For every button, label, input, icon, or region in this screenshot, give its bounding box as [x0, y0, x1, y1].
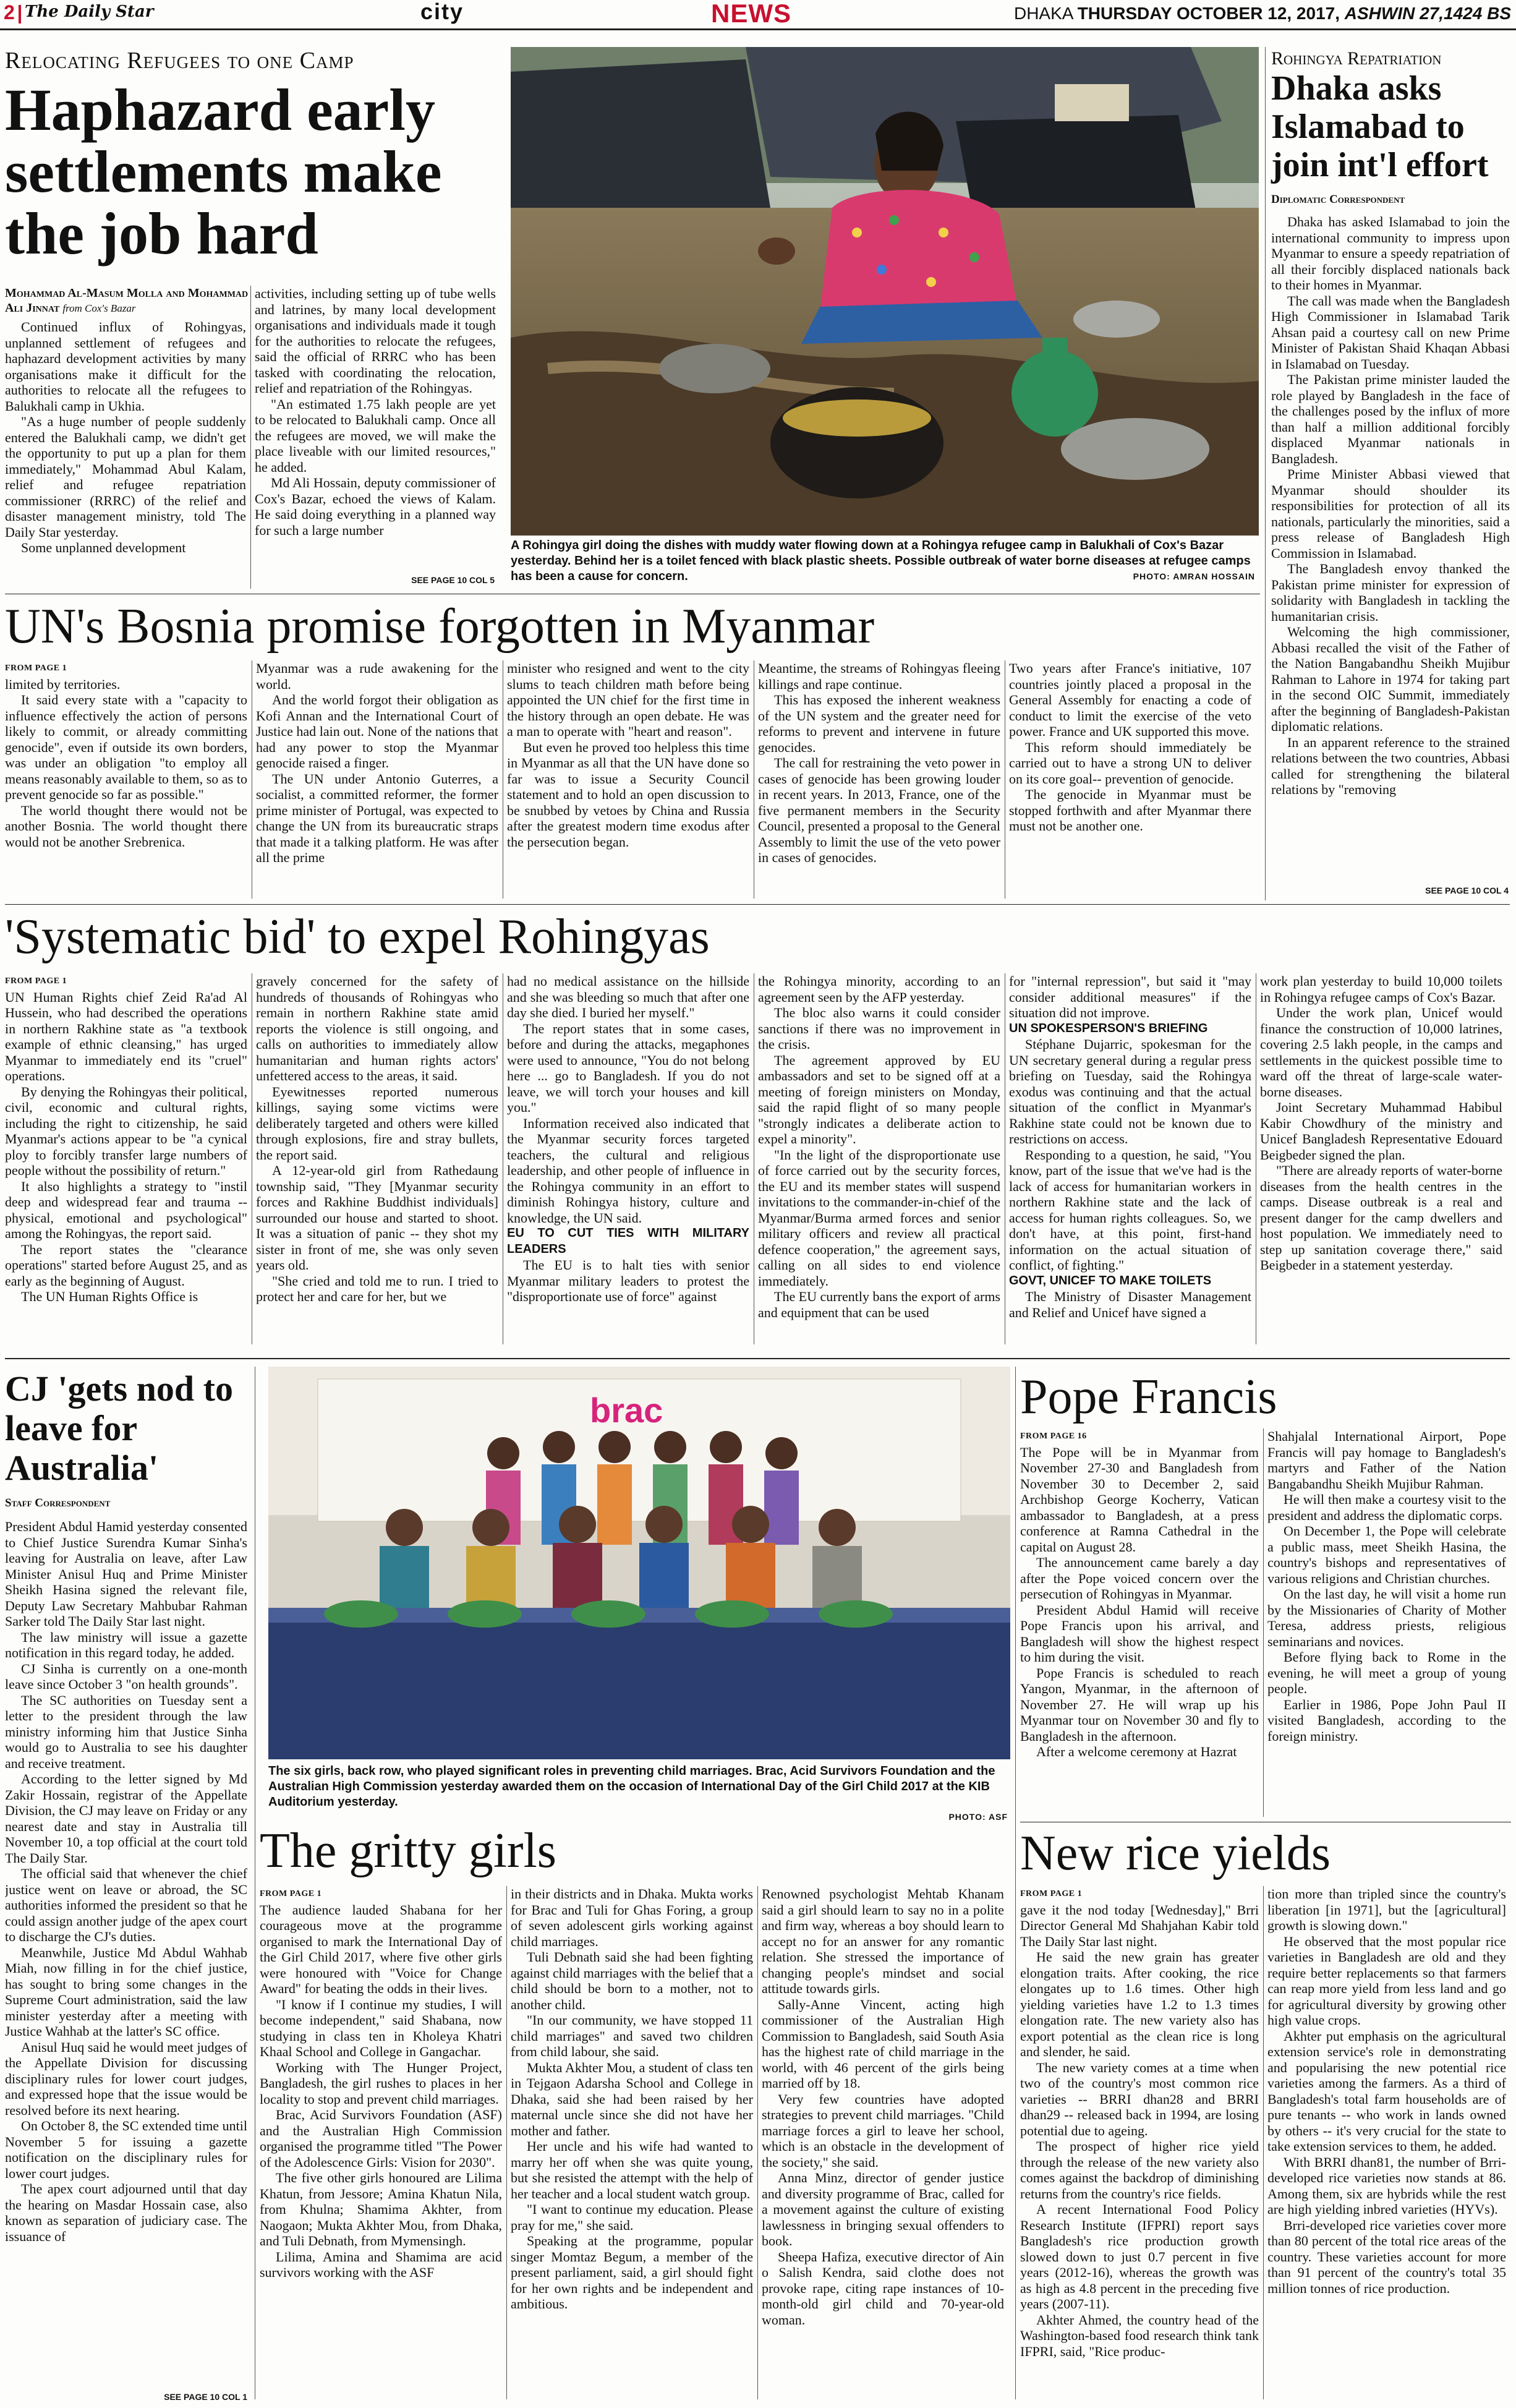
story5-see-page: SEE PAGE 10 COL 1	[164, 2392, 247, 2402]
paragraph: A recent International Food Policy Research Institute (IFPRI) report says Bangladesh's rice production growth slowed down to just 0.7 percent in five years (2012-16), whereas the growth was as high as 4.8 percent in the preceding five years (2007-11).	[1020, 2201, 1259, 2312]
subhead: UN SPOKESPERSON'S BRIEFING	[1009, 1021, 1208, 1035]
column-rule	[1015, 1367, 1016, 2399]
paragraph: Lilima, Amina and Shamima are acid survivors working with the ASF	[260, 2248, 502, 2280]
paragraph: And the world forgot their obligation as Kofi Annan and the International Court of Justice had lain out. None of the nations that had any power to stop the Myanmar genocide raised a finger.	[256, 692, 498, 771]
from-page-label: FROM PAGE 16	[1020, 1432, 1087, 1441]
story3-column	[1009, 660, 1251, 899]
girl-child-award-photo	[268, 1367, 1010, 1759]
paper-name: The Daily Star	[25, 2, 154, 21]
column-rule	[250, 286, 251, 589]
paragraph: "I know if I continue my studies, I will become independent," said Shabana, now studying in class ten in Kholeya Khatri Khaal School and College in Gangachar.	[260, 1996, 502, 2059]
story6-column	[511, 1886, 753, 2399]
paragraph: Brri-developed rice varieties cover more than 80 percent of the total rice areas of the country. These varieties account for more than 91 percent of the country's total 35 million tonnes of rice production.	[1267, 2217, 1506, 2296]
subhead: GOVT, UNICEF TO MAKE TOILETS	[1009, 1273, 1212, 1287]
paragraph: "An estimated 1.75 lakh people are yet to be relocated to Balukhali camp. Once all the refugees are moved, we will make the place liveable with our limited resources," he added.	[255, 396, 496, 475]
paragraph: The Pope will be in Myanmar from November 27-30 and Bangladesh from November 30 to December 2, said Archbishop George Kocherry, Vatican ambassador to Bangladesh, at a press conference at Ramna Cathedral in the capital on August 28.	[1020, 1444, 1259, 1555]
story3-column	[5, 660, 247, 899]
dateline-date: THURSDAY OCTOBER 12, 2017,	[1077, 4, 1340, 23]
paragraph: He observed that the most popular rice varieties in Bangladesh are old and they require better replacements so that farmers can reap more yield from less land and go for agricultural diversity by growing other high value crops.	[1267, 1933, 1506, 2028]
paragraph: CJ Sinha is currently on a one-month leave since October 3 "on health grounds".	[5, 1660, 247, 1692]
subhead: EU TO CUT TIES WITH MILITARY LEADERS	[507, 1226, 749, 1256]
paragraph: President Abdul Hamid yesterday consented to Chief Justice Surendra Kumar Sinha's leaving for Australia on leave, after Law Minister Anisul Huq and Prime Minister Sheikh Hasina signed the relevant file, Deputy Law Secretary Mahbubar Rahman Sarker told The Daily Star last night.	[5, 1519, 247, 1629]
paragraph: The audience lauded Shabana for her courageous move at the programme organised to mark the International Day of the Girl Child 2017, where five other girls were honoured with "Voice for Change Award" for beating the odds in their lives.	[260, 1902, 502, 1996]
paragraph: The report states the "clearance operations" started before August 25, and as early as the beginning of August.	[5, 1241, 247, 1289]
paragraph: The UN under Antonio Guterres, a socialist, a committed reformer, the former prime minister of Portugal, was expected to change the UN from its bureaucratic straps that made it a talking platform. He was after all the prime	[256, 771, 498, 865]
paragraph: work plan yesterday to build 10,000 toilets in Rohingya refugee camps of Cox's Bazar.	[1260, 973, 1502, 1005]
paragraph: UN Human Rights chief Zeid Ra'ad Al Hussein, who had described the operations in northern Rakhine state as "a textbook example of ethnic cleansing," has urged Myanmar to immediately end its "cruel" operations.	[5, 989, 247, 1083]
paragraph: The EU currently bans the export of arms and equipment that can be used	[758, 1289, 1000, 1320]
paragraph: Very few countries have adopted strategies to prevent child marriages. "Child marriage forces a girl to leave her school, which is an obstacle in the development of the society," she said.	[762, 2091, 1004, 2170]
story3-column	[256, 660, 498, 899]
paragraph: According to the letter signed by Md Zakir Hossain, registrar of the Appellate Division, the CJ may leave on Friday or any nearest date and stay in Australia till November 10, a top official at the court told The Daily Star.	[5, 1771, 247, 1866]
paragraph: "In the light of the disproportionate use of force carried out by the security forces, the EU and its member states will suspend invitations to the commander-in-chief of the Myanmar/Burma armed forces and senior military officers and review all practical defence cooperation," the agreement says, calling on all sides to end violence immediately.	[758, 1146, 1000, 1289]
paragraph: Myanmar was a rude awakening for the world.	[256, 660, 498, 692]
paragraph: The agreement approved by EU ambassadors and set to be signed off at a meeting of foreign ministers on Monday, said the rapid flight of so many people "strongly indicates a deliberate action to expel a minority".	[758, 1052, 1000, 1146]
paragraph: The genocide in Myanmar must be stopped forthwith and after Myanmar there must not be another one.	[1009, 787, 1251, 834]
paragraph: He will then make a courtesy visit to the president and address the diplomatic corps.	[1267, 1492, 1506, 1523]
paragraph: Under the work plan, Unicef would finance the construction of 10,000 latrines, covering 2.5 lakh people, in the camps and settlements in the quickest possible time to ward off the threat of large-scale water-borne diseases.	[1260, 1005, 1502, 1099]
story1-see-page: SEE PAGE 10 COL 5	[411, 575, 495, 585]
story4-column	[507, 973, 749, 1344]
paragraph: Sally-Anne Vincent, acting high commissioner of the Australian High Commission to Bangladesh, said South Asia has the highest rate of child marriage in the world, with 46 percent of the girls being married off by 18.	[762, 1996, 1004, 2091]
photo1-credit: PHOTO: AMRAN HOSSAIN	[1133, 571, 1255, 581]
paragraph: The bloc also warns it could consider sanctions if there was no improvement in the crisis.	[758, 1005, 1000, 1052]
paragraph: Before flying back to Rome in the evening, he will meet a group of young people.	[1267, 1649, 1506, 1696]
paragraph: He said the new grain has greater elongation traits. After cooking, the rice elongates up to 1.6 times. Other high yielding varieties have 1.2 to 1.3 times elongation rate. The new variety also has export potential as the clean rice is long and slender, he said.	[1020, 1949, 1259, 2059]
dateline-bangla: ASHWIN 27,1424 BS	[1344, 4, 1511, 23]
paragraph: Tuli Debnath said she had been fighting against child marriages with the belief that a child should be born to a mother, not to another child.	[511, 1949, 753, 2012]
paragraph: By denying the Rohingyas their political, civil, economic and cultural rights, including the right to citizenship, he said Myanmar's actions appear to be "a cynical ploy to forcibly transfer large numbers of people without the possibility of return."	[5, 1083, 247, 1178]
paragraph: Akhter put emphasis on the agricultural extension service's role in demonstrating and popularising the new potential rice varieties among the farmers. As a third of Bangladesh's total farm households are of pure tenants -- who work in lands owned by others -- it's very crucial for the state to take extension services to them, he added.	[1267, 2028, 1506, 2154]
paragraph: The call for restraining the veto power in cases of genocide has been growing louder in recent years. In 2013, France, one of the five permanent members in the Security Council, presented a proposal to the General Assembly to limit the use of the veto power in cases of genocides.	[758, 755, 1000, 865]
paragraph: Two years after France's initiative, 107 countries jointly placed a proposal in the General Assembly for enacting a code of conduct to limit the exercise of the veto power. France and UK supported this move.	[1009, 660, 1251, 739]
story1-headline: Haphazard early settlements make the job hard	[5, 77, 442, 267]
section-news: NEWS	[711, 0, 791, 28]
paragraph: Meanwhile, Justice Md Abdul Wahhab Miah, now filling in for the chief justice, has sought to bring some changes in the Supreme Court administration, said the law minister yesterday after a meeting with Justice Wahhab at the latter's SC office.	[5, 1944, 247, 2039]
paragraph: Joint Secretary Muhammad Habibul Kabir Chowdhury of the ministry and Unicef Bangladesh Representative Edouard Beigbeder signed the plan.	[1260, 1099, 1502, 1163]
paragraph: It also highlights a strategy to "instil deep and widespread fear and trauma -- physical, emotional and psychological" among the Rohingyas, the report said.	[5, 1178, 247, 1241]
paragraph: Mukta Akhter Mou, a student of class ten in Tejgaon Adarsha School and College in Dhaka, said she had been raised by her maternal uncle since she did not have her mother and father.	[511, 2059, 753, 2138]
story7-column	[1267, 1428, 1506, 1817]
paragraph: tion more than tripled since the country's liberation [in 1971], but the [agricultural] growth is slowing down."	[1267, 1886, 1506, 1933]
photo2-caption	[268, 1764, 1010, 1810]
paragraph: Anna Minz, director of gender justice and diversity programme of Brac, called for a movement against the culture of existing lawlessness in bringing sexual offenders to book.	[762, 2170, 1004, 2248]
column-rule	[506, 1886, 507, 2399]
banner-brac-text: brac	[590, 1391, 663, 1430]
paragraph: Anisul Huq said he would meet judges of the Appellate Division for discussing disciplinary rules for lower court judges, and expressed hope that the issue would be resolved before its next hearing.	[5, 2039, 247, 2118]
masthead-divider-red	[19, 5, 21, 23]
paragraph: Working with The Hunger Project, Bangladesh, the girl rushes to places in her locality to stop and prevent child marriages.	[260, 2059, 502, 2107]
paragraph: "There are already reports of water-borne diseases from the health centres in the camps. Disease outbreak is a real and present danger for the camp dwellers and host population. We immediately need to step up sanitation coverage there," said Beigbeder in a statement yesterday.	[1260, 1163, 1502, 1273]
paragraph: President Abdul Hamid will receive Pope Francis upon his arrival, and Bangladesh will show the highest respect to him during the visit.	[1020, 1602, 1259, 1665]
paragraph: Eyewitnesses reported numerous killings, saying some victims were deliberately targeted and others were killed through explosions, fire and stray bullets, the report said.	[256, 1083, 498, 1163]
paragraph: Responding to a question, he said, "You know, part of the issue that we've had is the lack of access for humanitarian workers in northern Rakhine state and the lack of access for human rights colleagues. So, we don't have, at this point, first-hand information on the actual situation of conflict, of fighting."	[1009, 1146, 1251, 1273]
paragraph: The report states that in some cases, before and during the attacks, megaphones were used to announce, "You do not belong here ... go to Bangladesh. If you do not leave, we will torch your houses and kill you."	[507, 1020, 749, 1115]
story1-col2	[255, 286, 496, 576]
paragraph: The law ministry will issue a gazette notification in this regard today, he added.	[5, 1629, 247, 1660]
paragraph: had no medical assistance on the hillside and she was bleeding so much that after one day she died. I buried her myself."	[507, 973, 749, 1020]
paragraph: Some unplanned development	[21, 540, 186, 555]
column-rule	[1265, 47, 1266, 900]
from-page-label: FROM PAGE 1	[1020, 1889, 1083, 1898]
paragraph: The five other girls honoured are Lilima Khatun, from Jessore; Amina Khatun Nila, from Khulna; Shamima Akhter, from Naogaon; Mukta Akhter Mou, from Dhaka, and Tuli Debnath, from Mymensingh.	[260, 2170, 502, 2248]
paragraph: The apex court adjourned until that day the hearing on Masdar Hossain case, also known as separation of judiciary case. The issuance of	[5, 2181, 247, 2244]
paragraph: activities, including setting up of tube wells and latrines, by many local development organisations and individuals made it tough for the authorities to relocate the refugees, said the official of RRRC who has been tasked with coordinating the relocation, relief and repatriation of the Rohingyas.	[255, 286, 496, 396]
paragraph: "She cried and told me to run. I tried to protect her and care for her, but we	[256, 1273, 498, 1304]
story2-headline: Dhaka asks Islamabad to join int'l effort	[1271, 69, 1489, 184]
photo2-caption-text: The six girls, back row, who played significant roles in preventing child marriages. Brac, Acid Survivors Foundation and the Australian High Commission yesterday awarded them on the occasion of International Day of the Girl Child 2017 at the KIB Auditorium yesterday.	[268, 1764, 995, 1809]
paragraph: The UN Human Rights Office is	[21, 1289, 198, 1304]
story5-byline: Staff Correspondent	[5, 1496, 111, 1509]
paragraph: The Ministry of Disaster Management and Relief and Unicef have signed a	[1009, 1289, 1251, 1320]
story6-column	[260, 1886, 502, 2399]
rohingya-camp-photo	[511, 47, 1259, 536]
award-ceremony-illustration	[268, 1367, 1010, 1759]
story4-headline: 'Systematic bid' to expel Rohingyas	[5, 910, 710, 964]
from-page-label: FROM PAGE 1	[5, 664, 67, 673]
story1-byline	[5, 286, 252, 316]
paragraph: The call was made when the Bangladesh High Commissioner in Islamabad Tarik Ahsan paid a courtesy call on new Prime Minister of Pakistan Shaid Khaqan Abbasi in Islamabad on Tuesday.	[1271, 292, 1510, 372]
story2-kicker: Rohingya Repatriation	[1271, 48, 1442, 69]
story1-byline-from: from Cox's Bazar	[62, 302, 136, 314]
paragraph: minister who resigned and went to the city slums to teach children math before being appointed the UN chief for the first time in the history through an open debate. He was a man to operate with "heart and reason".	[507, 660, 749, 739]
paragraph: gave it the nod today [Wednesday]," Brri Director General Md Shahjahan Kabir told The Daily Star last night.	[1020, 1902, 1259, 1949]
story4-column	[1009, 973, 1251, 1344]
paragraph: Brac, Acid Survivors Foundation (ASF) and the Australian High Commission organised the programme titled "The Power of the Adolescence Girls: Vision for 2030".	[260, 2107, 502, 2170]
paragraph: This reform should immediately be carried out to have a strong UN to deliver on its core goal-- prevention of genocide.	[1009, 739, 1251, 787]
story3-headline: UN's Bosnia promise forgotten in Myanmar	[5, 599, 875, 654]
from-page-label: FROM PAGE 1	[5, 976, 67, 986]
paragraph: It said every state with a "capacity to influence effectively the action of persons likely to commit, or already committing genocide", even if outside its own borders, was under an obligation "to employ all means reasonably available to them, so as to prevent genocide so far as possible."	[5, 692, 247, 802]
story3-column	[758, 660, 1000, 899]
paragraph: With BRRI dhan81, the number of Brri-developed rice varieties now stands at 86. Among them, six are hybrids while the rest are high yielding inbred varieties (HYVs).	[1267, 2154, 1506, 2217]
paragraph: Sheepa Hafiza, executive director of Ain o Salish Kendra, said clothe does not provoke rape, citing rape instances of 10-month-old girl child and 70-year-old woman.	[762, 2248, 1004, 2328]
section-city: city	[420, 0, 464, 24]
paragraph: This has exposed the inherent weakness of the UN system and the greater need for reforms to prevent and intervene in future genocides.	[758, 692, 1000, 755]
story6-headline: The gritty girls	[260, 1824, 556, 1878]
masthead	[0, 0, 1516, 31]
paragraph: "I want to continue my education. Please pray for me," she said.	[511, 2201, 753, 2233]
story2-see-page: SEE PAGE 10 COL 4	[1425, 886, 1509, 895]
story5-headline: CJ 'gets nod to leave for Australia'	[5, 1368, 233, 1488]
story4-column	[1260, 973, 1502, 1344]
paragraph: Continued influx of Rohingyas, unplanned settlement of refugees and haphazard development activities by many organisations make it difficult for the authorities to relocate all the refugees to Balukhali camp in Ukhia.	[5, 319, 246, 414]
story2-body	[1271, 214, 1510, 885]
paragraph: Md Ali Hossain, deputy commissioner of Cox's Bazar, echoed the views of Kalam. He said doing everything in a planned way for such a large number	[255, 475, 496, 538]
paragraph: Shahjalal International Airport, Pope Francis will pay homage to Bangladesh's martyrs and Father of the Nation Bangabandhu Sheikh Mujibur Rahman.	[1267, 1428, 1506, 1492]
paragraph: Pope Francis is scheduled to reach Yangon, Myanmar, in the afternoon of November 27. He will wrap up his Myanmar tour on November 30 and fly to Bangladesh in the afternoon.	[1020, 1665, 1259, 1744]
story1-col1	[5, 319, 246, 591]
photo2-credit: PHOTO: ASF	[948, 1812, 1008, 1822]
paragraph: The world thought there would not be another Bosnia. The world thought there would not be another Srebrenica.	[5, 802, 247, 850]
dateline	[1014, 4, 1511, 23]
paragraph: On December 1, the Pope will celebrate a public mass, meet Sheikh Hasina, the country's bishops and representatives of various religions and Christian churches.	[1267, 1523, 1506, 1586]
paragraph: The SC authorities on Tuesday sent a letter to the president through the law ministry informing him that Justice Sinha would go to Australia to see his daughter and receive treatment.	[5, 1692, 247, 1771]
story8-headline: New rice yields	[1020, 1826, 1331, 1881]
story6-column	[762, 1886, 1004, 2399]
paragraph: "As a huge number of people suddenly entered the Balukhali camp, we didn't get the opportunity to put up a plan for them immediately," Mohammad Abul Kalam, relief and refugee repatriation commissioner (RRRC) of the relief and disaster management ministry, told The Daily Star yesterday.	[5, 414, 246, 540]
paragraph: gravely concerned for the safety of hundreds of thousands of Rohingyas who remain in northern Rakhine state amid reports the violence is still ongoing, and calls on authorities to immediately allow humanitarian and human rights actors' unfettered access to the areas, it said.	[256, 973, 498, 1083]
paragraph: The Pakistan prime minister lauded the role played by Bangladesh in the face of the challenges posed by the influx of more than half a million additional forcibly displaced Myanmar nationals in Bangladesh.	[1271, 372, 1510, 466]
paragraph: The official said that whenever the chief justice went on leave or abroad, the SC authorities informed the president so that he could assign another judge of the apex court to discharge the CJ's duties.	[5, 1866, 247, 1944]
paragraph: in their districts and in Dhaka. Mukta works for Brac and Tuli for Ghas Foring, a group of seven adolescent girls working against child marriages.	[511, 1886, 753, 1949]
paragraph: Prime Minister Abbasi viewed that Myanmar should shoulder its responsibilities for protection of all its nationals, particularly the minorities, said a press release of Bangladesh High Commission in Islamabad.	[1271, 466, 1510, 561]
story4-column	[5, 973, 247, 1344]
paragraph: On October 8, the SC extended time until November 5 for issuing a gazette notification on the disciplinary rules for lower court judges.	[5, 2118, 247, 2181]
story1-kicker: Relocating Refugees to one Camp	[5, 48, 354, 74]
story8-column	[1267, 1886, 1506, 2399]
paragraph: Earlier in 1986, Pope John Paul II visited Bangladesh, according to the foreign ministry.	[1267, 1696, 1506, 1744]
paragraph: The prospect of higher rice yield through the release of the new variety also comes against the backdrop of diminishing returns from the country's rice fields.	[1020, 2138, 1259, 2201]
paragraph: Dhaka has asked Islamabad to join the international community to impress upon Myanmar to ensure a speedy repatriation of all their forcibly displaced nationals back to their homes in Myanmar.	[1271, 214, 1510, 292]
story7-headline: Pope Francis	[1020, 1370, 1277, 1424]
rohingya-camp-illustration	[511, 47, 1259, 536]
masthead-rule	[0, 28, 1516, 30]
paragraph: Meantime, the streams of Rohingyas fleeing killings and rape continue.	[758, 660, 1000, 692]
paragraph: the Rohingya minority, according to an agreement seen by the AFP yesterday.	[758, 973, 1000, 1005]
story2-byline: Diplomatic Correspondent	[1271, 193, 1405, 206]
paragraph: The announcement came barely a day after the Pope voiced concern over the persecution of Rohingyas in Myanmar.	[1020, 1555, 1259, 1602]
paragraph: Information received also indicated that the Myanmar security forces targeted teachers, the cultural and religious leadership, and other people of influence in the Rohingya community in an effort to diminish Rohingya history, culture and knowledge, the UN said.	[507, 1115, 749, 1226]
paragraph: The EU is to halt ties with senior Myanmar military leaders to protest the "disproportionate use of force" against	[507, 1257, 749, 1304]
column-rule	[757, 1886, 758, 2399]
paragraph: The Bangladesh envoy thanked the Pakistan prime minister for expression of solidarity with Bangladesh in tackling the humanitarian crisis.	[1271, 561, 1510, 624]
paragraph: limited by territories.	[5, 676, 121, 692]
page-number: 2	[4, 1, 15, 23]
story8-column	[1020, 1886, 1259, 2399]
paragraph: Speaking at the programme, popular singer Momtaz Begum, a member of the present parliament, said, a girl should fight for her own rights and be independent and ambitious.	[511, 2233, 753, 2312]
paragraph: On the last day, he will visit a home run by the Missionaries of Charity of Mother Teresa, address priests, religious seminarians and novices.	[1267, 1586, 1506, 1649]
paragraph: But even he proved too helpless this time in Myanmar as all that the UN have done so far was to issue a Security Council statement and to hold an open discussion to be snubbed by vetoes by China and Russia after the greatest modern time exodus after the persecution began.	[507, 739, 749, 850]
paragraph: The new variety comes at a time when two of the country's most common rice varieties -- BRRI dhan28 and BRRI dhan29 -- released back in 1994, are losing potential due to ageing.	[1020, 2059, 1259, 2138]
story1-byline-names: Mohammad Al-Masum Molla and Mohammad Ali Jinnat	[5, 286, 249, 315]
story5-body	[5, 1519, 247, 2385]
from-page-label: FROM PAGE 1	[260, 1889, 322, 1898]
paragraph: Akhter Ahmed, the country head of the Washington-based food research think tank IFPRI, said, "Rice produc-	[1020, 2312, 1259, 2359]
photo1-caption: A Rohingya girl doing the dishes with muddy water flowing down at a Rohingya refugee camp in Balukhali of Cox's Bazar yesterday. Behind her is a toilet fenced with black plastic sheets. Possible outbreak of water borne diseases at refugee camps has been a cause for concern.	[511, 539, 1251, 583]
story4-column	[758, 973, 1000, 1344]
story7-column	[1020, 1428, 1259, 1817]
column-rule	[1263, 1886, 1264, 2399]
paragraph: A 12-year-old girl from Rathedaung township said, "They [Myanmar security forces and Rakhine Buddhist individuals] surrounded our house and started to shoot. It was a situation of panic -- they shot my sister in front of me, she was only seven years old.	[256, 1163, 498, 1273]
story3-column	[507, 660, 749, 899]
paragraph: After a welcome ceremony at Hazrat	[1036, 1744, 1237, 1759]
section-rule	[5, 1358, 1510, 1359]
column-rule	[1263, 1428, 1264, 1817]
paragraph: Welcoming the high commissioner, Abbasi recalled the visit of the Father of the Nation Bangabandhu Sheikh Mujibur Rahman to Lahore in 1974 for taking part in the second OIC Summit, immediately after the beginning of Bangladesh-Pakistan diplomatic relations.	[1271, 624, 1510, 734]
paragraph: Renowned psychologist Mehtab Khanam said a girl should learn to say no in a polite and firm way, whereas a boy should learn to accept no for an answer for any romantic relation. She stressed the importance of changing people's mindset and social attitude towards girls.	[762, 1886, 1004, 1996]
dateline-city: DHAKA	[1013, 4, 1073, 23]
paragraph: for "internal repression", but said it "may consider additional measures" if the situation did not improve.	[1009, 973, 1251, 1020]
story4-column	[256, 973, 498, 1344]
section-rule	[5, 904, 1510, 905]
paragraph: "In our community, we have stopped 11 child marriages" and saved two children from child labour, she said.	[511, 2012, 753, 2059]
paragraph: Her uncle and his wife had wanted to marry her off when she was quite young, but she resisted the attempt with the help of her teacher and a local student watch group.	[511, 2138, 753, 2201]
paragraph: In an apparent reference to the strained relations between the two countries, Abbasi called for strengthening the bilateral relations by "removing	[1271, 734, 1510, 797]
paragraph: Stéphane Dujarric, spokesman for the UN secretary general during a regular press briefing on Tuesday, said the Rohingya exodus was continuing and that the actual situation of the conflict in Myanmar's Rakhine state could not be known due to restrictions on access.	[1009, 1036, 1251, 1146]
